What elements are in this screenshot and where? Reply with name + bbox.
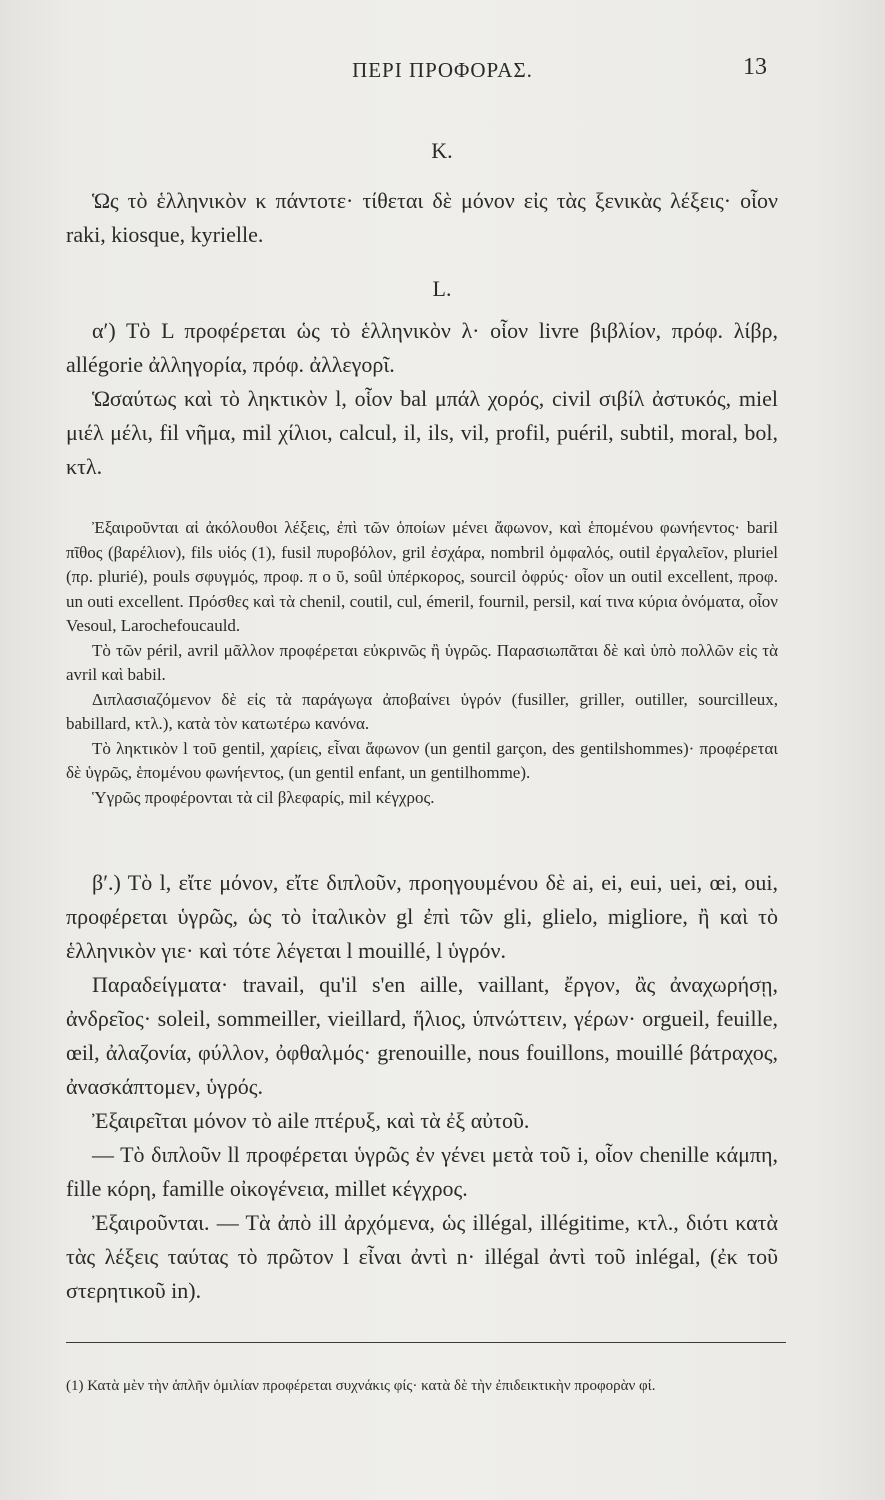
section-k xyxy=(66,138,778,164)
section-l-body-top xyxy=(66,314,778,484)
running-title: ΠΕΡΙ ΠΡΟΦΟΡΑΣ. xyxy=(352,58,533,82)
footnote-divider xyxy=(66,1342,786,1343)
section-l-small-print xyxy=(66,516,778,810)
paragraph-ill-exceptions: Ἐξαιροῦνται. — Τὰ ἀπὸ ill ἀρχόμενα, ὡς illégal, illégitime, κτλ., διότι κατὰ τὰς λέξεις ταύτας τὸ πρῶτον l εἶναι ἀντὶ n· illégal ἀντὶ τοῦ inlégal, (ἐκ τοῦ στερητικοῦ in). xyxy=(66,1210,778,1303)
small-exceptions: Ἐξαιροῦνται αἱ ἀκόλουθοι λέξεις, ἐπὶ τῶν ὁποίων μένει ἄφωνον, καὶ ἑπομένου φωνήεντος· baril πῖθος (βαρέλιον), fils υἱός (1), fusil πυροβόλον, gril ἐσχάρα, nombril ὀμφαλός, outil ἐργαλεῖον, pluriel (πρ. plurié), pouls σφυγμός, προφ. π ο ῦ, soûl ὑπέρκορος, sourcil ὀφρύς· οἷον un outil excellent, προφ. un outi excellent. Πρόσθες καὶ τὰ chenil, coutil, cul, émeril, fournil, persil, καί τινα κύρια ὀνόματα, οἷον Vesoul, Larochefoucauld. xyxy=(66,518,778,635)
section-l xyxy=(66,276,778,302)
small-peril-avril: Τὸ τῶν péril, avril μᾶλλον προφέρεται εὐκρινῶς ἢ ὑγρῶς. Παρασιωπᾶται δὲ καὶ ὑπὸ πολλῶν εἰς τὰ avril καὶ babil. xyxy=(66,640,778,684)
section-heading-l: L. xyxy=(432,276,452,301)
section-k-body xyxy=(66,184,778,252)
page-header xyxy=(0,52,885,92)
paragraph-aile: Ἐξαιρεῖται μόνον τὸ aile πτέρυξ, καὶ τὰ ἐξ αὐτοῦ. xyxy=(92,1108,530,1133)
small-gentil: Τὸ ληκτικὸν l τοῦ gentil, χαρίεις, εἶναι ἄφωνον (un gentil garçon, des gentilshommes)· προφέρεται δὲ ὑγρῶς, ἑπομένου φωνήεντος, (un gentil enfant, un gentilhomme). xyxy=(66,738,778,782)
section-heading-k: K. xyxy=(431,138,453,163)
paragraph-double-ll: — Τὸ διπλοῦν ll προφέρεται ὑγρῶς ἐν γένει μετὰ τοῦ i, οἷον chenille κάμπη, fille κόρη, famille οἰκογένεια, millet κέγχρος. xyxy=(66,1142,778,1201)
paragraph-k: Ὡς τὸ ἑλληνικὸν κ πάντοτε· τίθεται δὲ μόνον εἰς τὰς ξενικὰς λέξεις· οἷον raki, kiosque, kyrielle. xyxy=(66,188,778,247)
paragraph-l-alpha: α′) Τὸ L προφέρεται ὡς τὸ ἑλληνικὸν λ· οἷον livre βιβλίον, πρόφ. λίβρ, allégorie ἀλληγορία, πρόφ. ἀλλεγορῖ. xyxy=(66,318,778,377)
paragraph-examples: Παραδείγματα· travail, qu'il s'en aille, vaillant, ἔργον, ἂς ἀναχωρήσῃ, ἀνδρεῖος· soleil, sommeiller, vieillard, ἥλιος, ὑπνώττειν, γέρων· orgueil, feuille, œil, ἀλαζονία, φύλλον, ὀφθαλμός· grenouille, nous fouillons, mouillé βάτραχος, ἀνασκάπτομεν, ὑγρός. xyxy=(66,972,778,1099)
section-l-body-bottom xyxy=(66,866,778,1308)
page-number: 13 xyxy=(743,54,767,80)
small-doubled: Διπλασιαζόμενον δὲ εἰς τὰ παράγωγα ἀποβαίνει ὑγρόν (fusiller, griller, outiller, sourcilleux, babillard, κτλ.), κατὰ τὸν κατωτέρω κανόνα. xyxy=(66,689,778,733)
footnote: (1) Κατὰ μὲν τὴν ἁπλῆν ὁμιλίαν προφέρεται συχνάκις φίς· κατὰ δὲ τὴν ἐπιδεικτικὴν προφορὰν φί. xyxy=(66,1378,656,1394)
paragraph-l-final-l: Ὡσαύτως καὶ τὸ ληκτικὸν l, οἷον bal μπάλ χορός, civil σιβίλ ἀστυκός, miel μιέλ μέλι, fil νῆμα, mil χίλιοι, calcul, il, ils, vil, profil, puéril, subtil, moral, bol, κτλ. xyxy=(66,386,778,479)
paragraph-l-beta: β′.) Τὸ l, εἴτε μόνον, εἴτε διπλοῦν, προηγουμένου δὲ ai, ei, eui, uei, œi, oui, προφέρεται ὑγρῶς, ὡς τὸ ἰταλικὸν gl ἐπὶ τῶν gli, glielo, migliore, ἢ καὶ τὸ ἑλληνικὸν γιε· καὶ τότε λέγεται l mouillé, l ὑγρόν. xyxy=(66,870,778,963)
small-cil-mil: Ὑγρῶς προφέρονται τὰ cil βλεφαρίς, mil κέγχρος. xyxy=(92,787,435,807)
